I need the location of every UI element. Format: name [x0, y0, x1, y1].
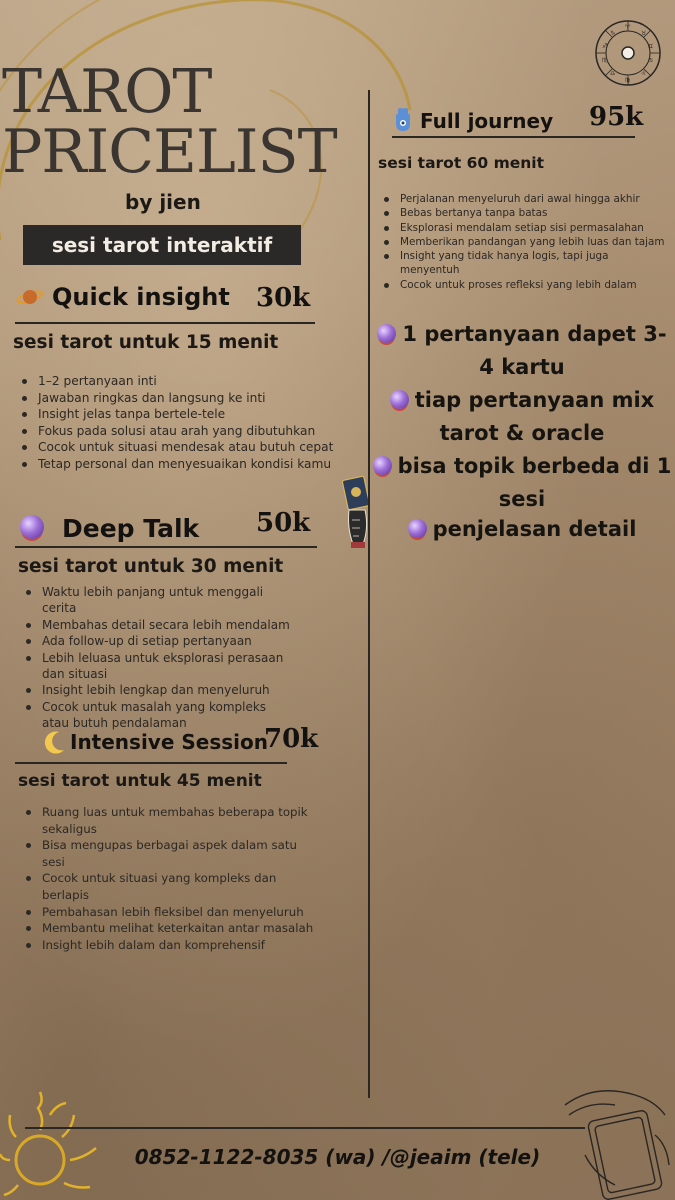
note-item [372, 384, 672, 450]
list-item: Cocok untuk situasi yang kompleks dan berlapis [22, 870, 322, 903]
list-item: Ada follow-up di setiap pertanyaan [22, 633, 292, 649]
list-item: Membahas detail secara lebih mendalam [22, 617, 292, 633]
divider [392, 136, 635, 138]
list-item: Pembahasan lebih fleksibel dan menyeluruh [22, 904, 322, 921]
package-price-quick-insight: 30k [256, 283, 311, 313]
feature-list-intensive-session [22, 804, 322, 953]
list-item: Memberikan pandangan yang lebih luas dan tajam [380, 235, 670, 249]
package-name-intensive-session: Intensive Session [70, 730, 268, 754]
list-item: Perjalanan menyeluruh dari awal hingga akhir [380, 192, 670, 206]
svg-text:♑: ♑ [610, 30, 616, 37]
divider [15, 322, 315, 324]
list-item: Cocok untuk masalah yang kompleks atau butuh pendalaman [22, 699, 292, 732]
crystal-ball-icon [20, 515, 44, 539]
note-text: penjelasan detail [432, 517, 637, 541]
hand-holding-cards-icon [555, 1075, 675, 1200]
note-text: tiap pertanyaan mix tarot & oracle [414, 388, 655, 445]
svg-text:♌: ♌ [641, 70, 647, 77]
divider [15, 762, 287, 764]
package-duration-deep-talk: sesi tarot untuk 30 menit [18, 556, 284, 577]
list-item: Insight lebih lengkap dan menyeluruh [22, 682, 292, 698]
note-item [372, 318, 672, 384]
list-item: Bisa mengupas berbagai aspek dalam satu sesi [22, 837, 322, 870]
package-duration-quick-insight: sesi tarot untuk 15 menit [13, 332, 279, 353]
list-item: Insight yang tidak hanya logis, tapi juga menyentuh [380, 249, 670, 278]
package-name-deep-talk: Deep Talk [62, 514, 200, 543]
list-item: Tetap personal dan menyesuaikan kondisi kamu [18, 456, 348, 473]
package-name-quick-insight: Quick insight [52, 283, 230, 311]
package-name-full-journey: Full journey [420, 109, 554, 133]
list-item: Fokus pada solusi atau arah yang dibutuhkan [18, 423, 348, 440]
package-price-full-journey: 95k [589, 102, 644, 132]
list-item: Lebih leluasa untuk eksplorasi perasaan dan situasi [22, 650, 292, 683]
svg-text:♈: ♈ [625, 24, 631, 31]
zodiac-wheel-icon [593, 18, 663, 88]
svg-text:♊: ♊ [648, 43, 654, 50]
list-item: Jawaban ringkas dan langsung ke inti [18, 390, 348, 407]
package-duration-intensive-session: sesi tarot untuk 45 menit [18, 771, 262, 791]
svg-text:♉: ♉ [641, 30, 647, 37]
crystal-ball-icon [377, 324, 396, 343]
hamsa-icon [394, 108, 412, 132]
list-item: 1–2 pertanyaan inti [18, 373, 348, 390]
sun-icon [0, 1085, 130, 1200]
note-text: bisa topik berbeda di 1 sesi [397, 454, 672, 511]
list-item: Eksplorasi mendalam setiap sisi permasalahan [380, 221, 670, 235]
feature-list-full-journey [380, 192, 670, 292]
list-item: Membantu melihat keterkaitan antar masalah [22, 920, 322, 937]
column-divider [368, 90, 370, 1098]
svg-text:♎: ♎ [610, 70, 616, 77]
list-item: Ruang luas untuk membahas beberapa topik sekaligus [22, 804, 322, 837]
crystal-ball-icon [390, 390, 409, 409]
list-item: Bebas bertanya tanpa batas [380, 206, 670, 220]
feature-list-quick-insight [18, 373, 348, 473]
planet-icon [16, 286, 44, 308]
byline: by jien [125, 190, 201, 214]
svg-text:♍: ♍ [625, 77, 631, 84]
crescent-moon-icon [44, 730, 66, 754]
list-item: Insight jelas tanpa bertele-tele [18, 406, 348, 423]
note-item [372, 450, 672, 516]
svg-text:♐: ♐ [602, 43, 608, 50]
contact-info: 0852-1122-8035 (wa) /@jeaim (tele) [134, 1145, 541, 1169]
package-duration-full-journey: sesi tarot 60 menit [378, 154, 545, 172]
svg-text:♋: ♋ [648, 57, 654, 64]
list-item: Insight lebih dalam dan komprehensif [22, 937, 322, 954]
list-item: Waktu lebih panjang untuk menggali cerita [22, 584, 292, 617]
package-price-deep-talk: 50k [256, 508, 311, 538]
svg-text:♏: ♏ [602, 57, 608, 64]
feature-list-deep-talk [22, 584, 292, 732]
page-title-line-1: TAROT [2, 57, 212, 127]
crystal-ball-icon [373, 456, 392, 475]
package-price-intensive-session: 70k [264, 724, 319, 754]
note-text: 1 pertanyaan dapet 3-4 kartu [402, 322, 667, 379]
subtitle-badge: sesi tarot interaktif [23, 225, 301, 265]
footer-divider [25, 1127, 585, 1129]
note-item [372, 513, 672, 546]
list-item: Cocok untuk proses refleksi yang lebih dalam [380, 278, 670, 292]
page-title-line-2: PRICELIST [2, 117, 337, 187]
divider [15, 546, 317, 548]
crystal-ball-icon [408, 519, 427, 538]
list-item: Cocok untuk situasi mendesak atau butuh cepat [18, 439, 348, 456]
